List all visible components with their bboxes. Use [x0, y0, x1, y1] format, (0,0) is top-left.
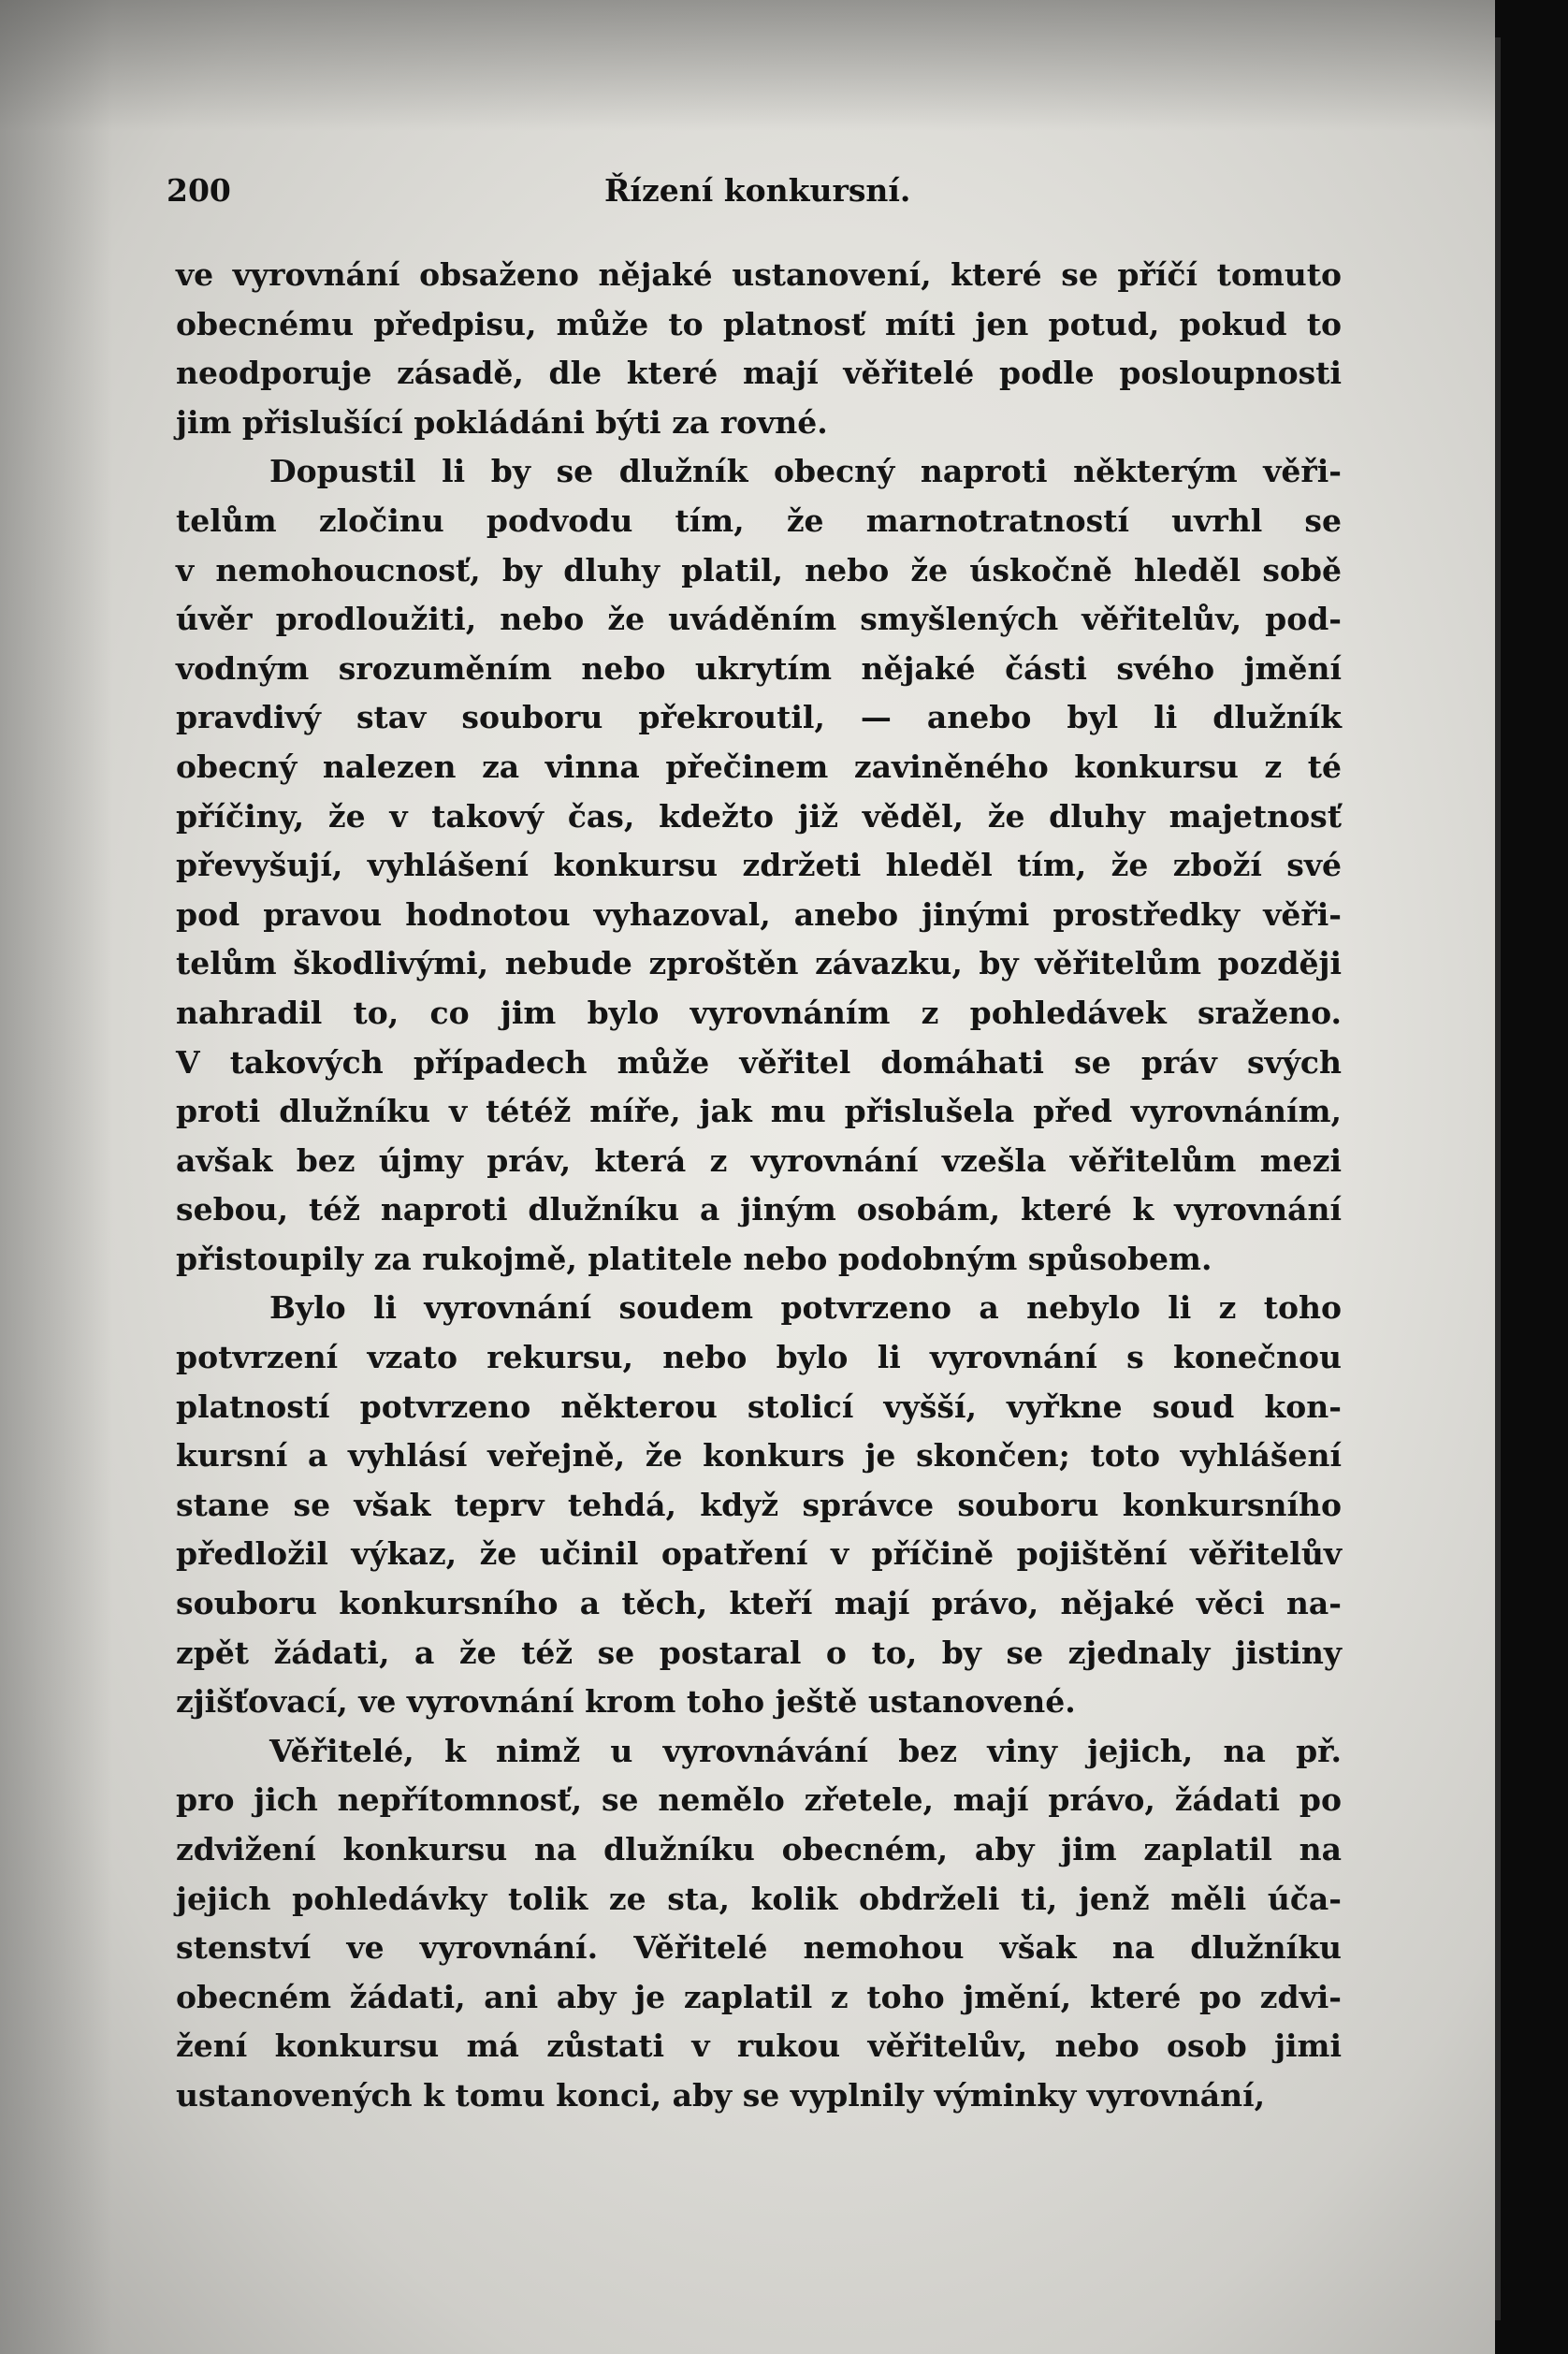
text-line: zjišťovací, ve vyrovnání krom toho ještě ustanovené. [176, 1683, 1076, 1721]
text-line: obecný nalezen za vinna přečinem zaviněného konkursu z té [176, 748, 1342, 785]
text-line: jejich pohledávky tolik ze sta, kolik obdrželi ti, jenž měli úča- [176, 1880, 1342, 1917]
text-line: Bylo li vyrovnání soudem potvrzeno a nebylo li z toho [269, 1289, 1342, 1327]
body-text [176, 251, 1342, 2121]
text-line: přistoupily za rukojmě, platitele nebo podobným spůsobem. [176, 1240, 1212, 1277]
text-line: vodným srozuměním nebo ukrytím nějaké části svého jmění [176, 649, 1342, 687]
running-head [167, 172, 1383, 219]
text-line: stane se však teprv tehdá, když správce souboru konkursního [176, 1486, 1342, 1523]
text-line: pod pravou hodnotou vyhazoval, anebo jinými prostředky věři- [176, 895, 1342, 933]
running-title: Řízení konkursní. [604, 172, 911, 209]
page-number: 200 [167, 172, 231, 209]
text-line: platností potvrzeno některou stolicí vyšší, vyřkne soud kon- [176, 1388, 1342, 1425]
text-line: úvěr prodloužiti, nebo že uváděním smyšlených věřitelův, pod- [176, 601, 1342, 638]
paragraph [176, 447, 1342, 1284]
paragraph [176, 251, 1342, 447]
text-line: neodporuje zásadě, dle které mají věřitelé podle posloupnosti [176, 355, 1342, 392]
text-line: Dopustil li by se dlužník obecný naproti některým věři- [269, 453, 1342, 490]
text-line: v nemohoucnosť, by dluhy platil, nebo že úskočně hleděl sobě [176, 551, 1342, 588]
paragraph [176, 1727, 1342, 2121]
text-line: předložil výkaz, že učinil opatření v příčině pojištění věřitelův [176, 1535, 1342, 1573]
text-line: zpět žádati, a že též se postaral o to, by se zjednaly jistiny [176, 1634, 1342, 1671]
text-line: pro jich nepřítomnosť, se nemělo zřetele, mají právo, žádati po [176, 1781, 1342, 1819]
text-line: příčiny, že v takový čas, kdežto již věděl, že dluhy majetnosť [176, 797, 1342, 835]
text-line: potvrzení vzato rekursu, nebo bylo li vyrovnání s konečnou [176, 1339, 1342, 1376]
text-line: pravdivý stav souboru překroutil, — anebo byl li dlužník [176, 699, 1342, 736]
text-line: V takových případech může věřitel domáhati se práv svých [176, 1043, 1342, 1081]
text-line: ve vyrovnání obsaženo nějaké ustanovení, které se příčí tomuto [176, 256, 1342, 293]
text-line: telům škodlivými, nebude zproštěn závazku, by věřitelům později [176, 945, 1342, 982]
text-line: obecném žádati, ani aby je zaplatil z toho jmění, které po zdvi- [176, 1978, 1342, 2015]
text-line: avšak bez újmy práv, která z vyrovnání vzešla věřitelům mezi [176, 1141, 1342, 1179]
text-line: souboru konkursního a těch, kteří mají právo, nějaké věci na- [176, 1585, 1342, 1622]
page-edge-divider [1495, 37, 1501, 2320]
text-line: stenství ve vyrovnání. Věřitelé nemohou však na dlužníku [176, 1929, 1342, 1967]
text-line: sebou, též naproti dlužníku a jiným osobám, které k vyrovnání [176, 1191, 1342, 1228]
text-line: telům zločinu podvodu tím, že marnotratností uvrhl se [176, 501, 1342, 539]
text-line: Věřitelé, k nimž u vyrovnávání bez viny jejich, na př. [269, 1732, 1342, 1769]
text-line: jim přislušící pokládáni býti za rovné. [176, 403, 828, 441]
text-line: obecnému předpisu, může to platnosť míti jen potud, pokud to [176, 305, 1342, 342]
text-line: proti dlužníku v tétéž míře, jak mu přislušela před vyrovnáním, [176, 1093, 1342, 1130]
text-line: žení konkursu má zůstati v rukou věřitelův, nebo osob jimi [176, 2027, 1342, 2065]
text-line: nahradil to, co jim bylo vyrovnáním z pohledávek sraženo. [176, 994, 1342, 1031]
text-line: ustanovených k tomu konci, aby se vyplnily výminky vyrovnání, [176, 2076, 1266, 2114]
text-line: kursní a vyhlásí veřejně, že konkurs je skončen; toto vyhlášení [176, 1437, 1342, 1475]
paragraph [176, 1284, 1342, 1726]
text-line: převyšují, vyhlášení konkursu zdržeti hleděl tím, že zboží své [176, 847, 1342, 884]
text-line: zdvižení konkursu na dlužníku obecném, aby jim zaplatil na [176, 1831, 1342, 1867]
